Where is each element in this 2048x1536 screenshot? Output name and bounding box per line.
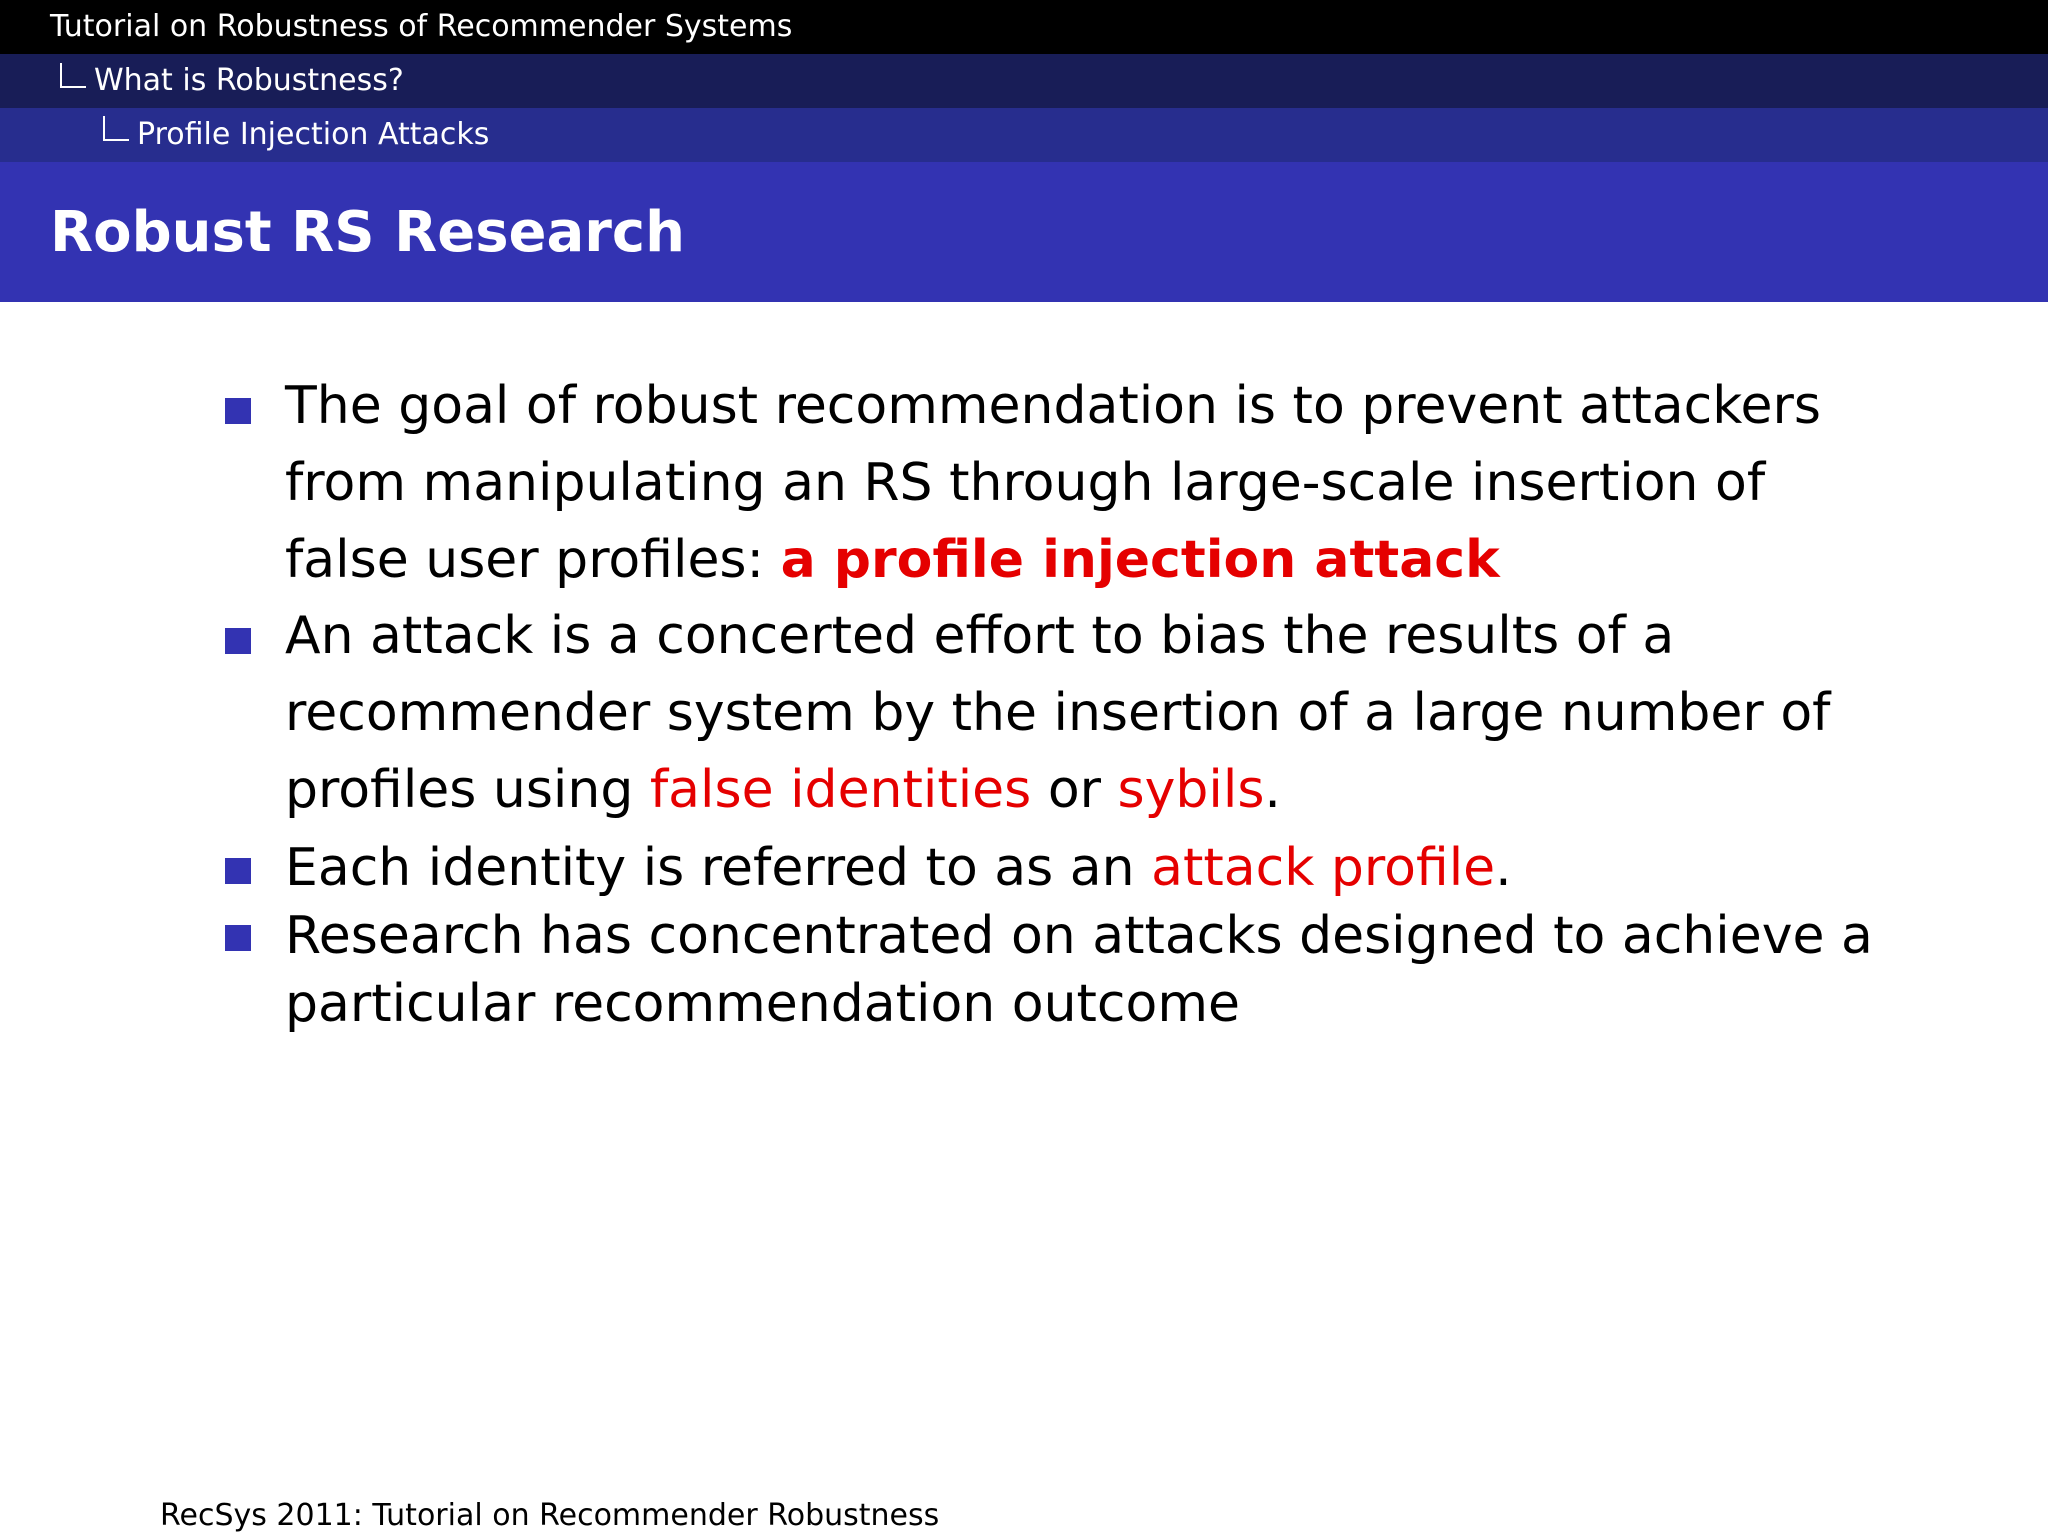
bullet-punctuation: . — [1495, 838, 1512, 898]
breadcrumb-subsection — [0, 108, 2048, 162]
breadcrumb-section — [0, 54, 2048, 108]
alert-text: false identities — [649, 760, 1032, 820]
bullet-item — [285, 368, 1905, 599]
bullet-square-icon — [225, 925, 251, 951]
bullet-item — [285, 834, 1905, 902]
footer: RecSys 2011: Tutorial on Recommender Robustness — [160, 1498, 940, 1533]
tree-branch-icon — [103, 116, 129, 141]
slide-title: Robust RS Research — [50, 200, 685, 265]
breadcrumb-subsection-label: Profile Injection Attacks — [137, 117, 490, 152]
bullet-text: Each identity is referred to as an — [285, 838, 1135, 898]
bullet-punctuation: . — [1264, 760, 1281, 820]
bullet-text: or — [1047, 760, 1102, 820]
bullet-square-icon — [225, 398, 251, 424]
bullet-text: An attack is a concerted effort to bias the results of a recommender system by the insertion of a large number of profiles using — [285, 606, 1831, 820]
alert-text: attack profile — [1151, 838, 1496, 898]
tree-branch-icon — [60, 63, 86, 88]
bullet-text: The goal of robust recommendation is to prevent attackers from manipulating an RS through large-scale insertion of false user profiles: — [285, 376, 1821, 590]
alert-text: a profile injection attack — [780, 530, 1500, 590]
alert-text: sybils — [1117, 760, 1265, 820]
breadcrumb-presentation-title — [0, 0, 2048, 54]
bullet-item — [285, 902, 1905, 1038]
breadcrumb-section-label: What is Robustness? — [94, 63, 404, 98]
bullet-text: Research has concentrated on attacks designed to achieve a particular recommendation outcome — [285, 906, 1873, 1034]
breadcrumb-presentation-title-label: Tutorial on Robustness of Recommender Systems — [50, 9, 793, 44]
bullet-item — [285, 598, 1905, 829]
bullet-square-icon — [225, 628, 251, 654]
bullet-square-icon — [225, 858, 251, 884]
